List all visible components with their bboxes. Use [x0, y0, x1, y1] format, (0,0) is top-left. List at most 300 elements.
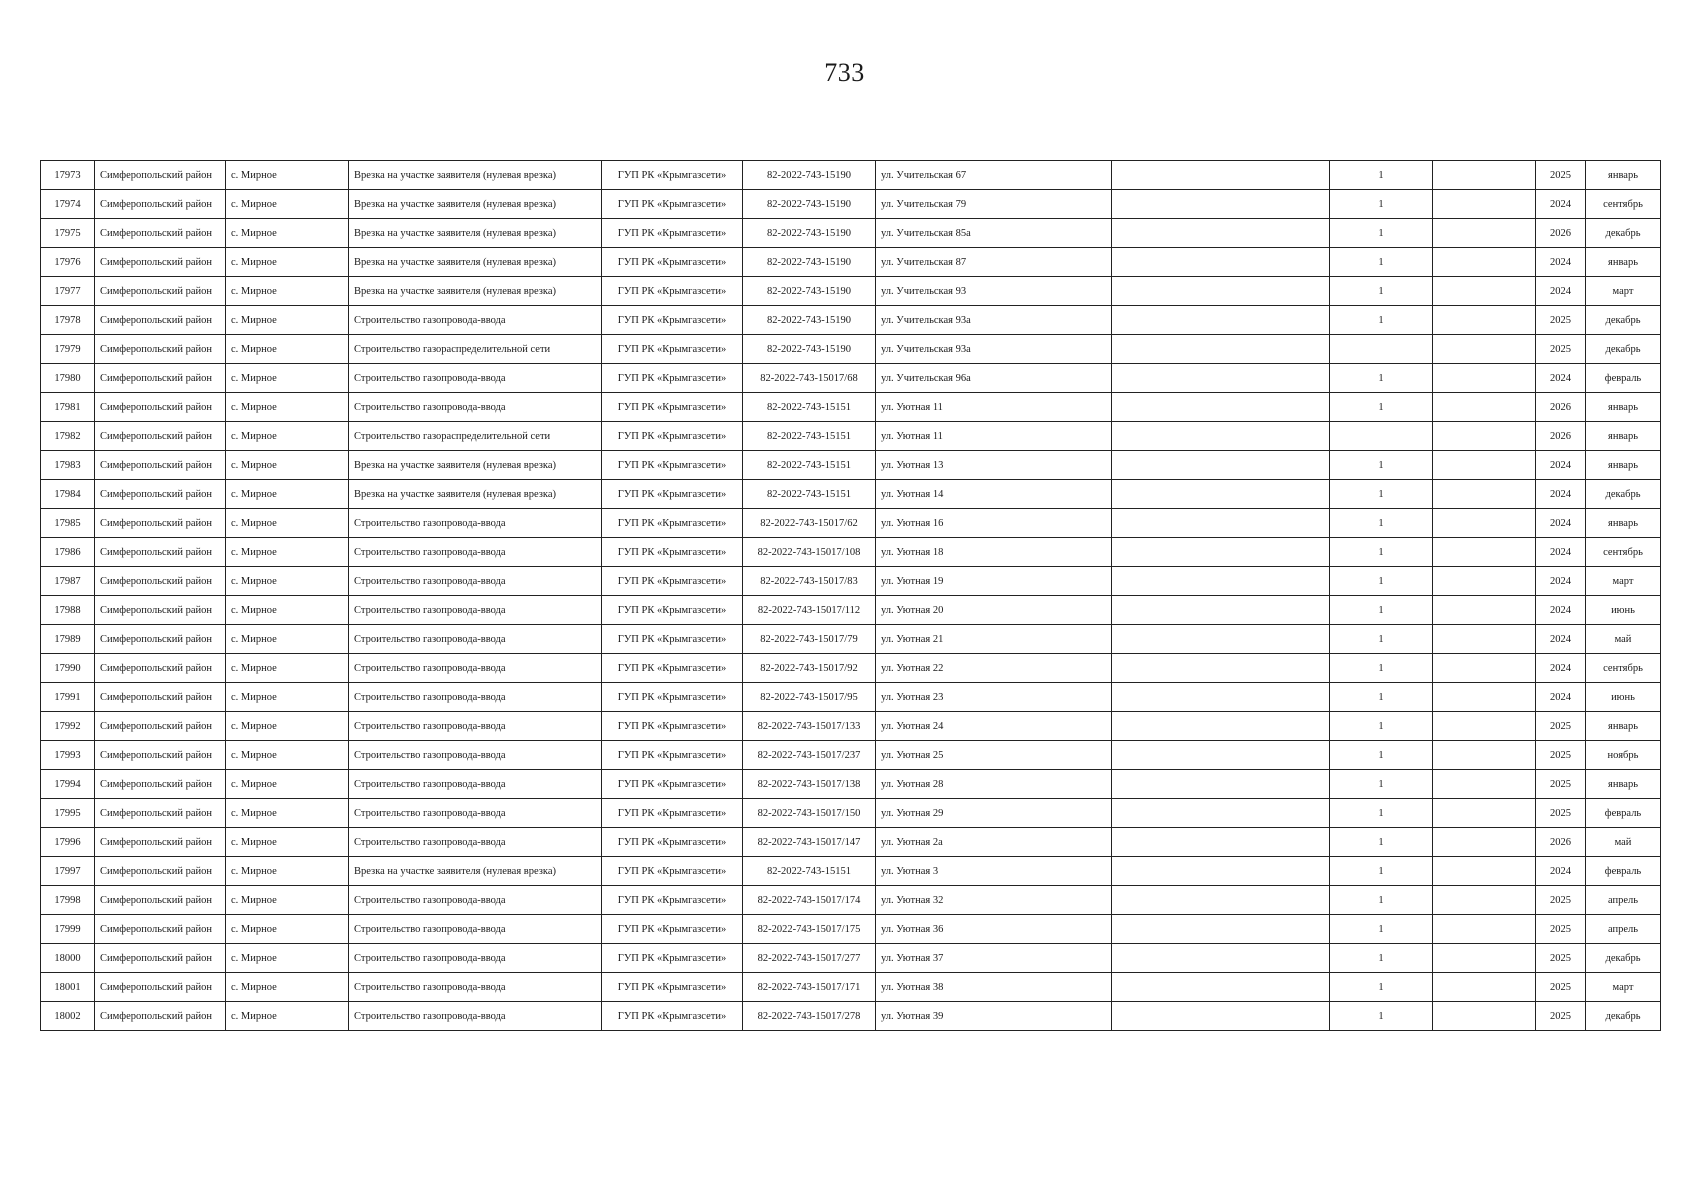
- district-cell: Симферопольский район: [95, 219, 226, 248]
- empty-cell: [1112, 335, 1330, 364]
- work-type-cell: Врезка на участке заявителя (нулевая врезка): [349, 451, 602, 480]
- empty-cell: [1112, 422, 1330, 451]
- district-cell: Симферопольский район: [95, 567, 226, 596]
- quantity-cell: 1: [1330, 596, 1433, 625]
- year-cell: 2024: [1536, 277, 1586, 306]
- district-cell: Симферопольский район: [95, 683, 226, 712]
- district-cell: Симферопольский район: [95, 335, 226, 364]
- village-cell: с. Мирное: [226, 886, 349, 915]
- year-cell: 2025: [1536, 944, 1586, 973]
- work-type-cell: Строительство газопровода-ввода: [349, 712, 602, 741]
- village-cell: с. Мирное: [226, 944, 349, 973]
- organization-cell: ГУП РК «Крымгазсети»: [602, 393, 743, 422]
- table-row: [41, 654, 1661, 683]
- year-cell: 2024: [1536, 567, 1586, 596]
- month-cell: февраль: [1586, 799, 1661, 828]
- table-row: [41, 741, 1661, 770]
- project-code-cell: 82-2022-743-15017/108: [743, 538, 876, 567]
- empty-cell: [1112, 364, 1330, 393]
- project-code-cell: 82-2022-743-15190: [743, 277, 876, 306]
- empty-cell: [1433, 451, 1536, 480]
- empty-cell: [1433, 596, 1536, 625]
- work-type-cell: Строительство газопровода-ввода: [349, 567, 602, 596]
- month-cell: ноябрь: [1586, 741, 1661, 770]
- organization-cell: ГУП РК «Крымгазсети»: [602, 480, 743, 509]
- address-cell: ул. Уютная 13: [876, 451, 1112, 480]
- quantity-cell: 1: [1330, 538, 1433, 567]
- organization-cell: ГУП РК «Крымгазсети»: [602, 161, 743, 190]
- organization-cell: ГУП РК «Крымгазсети»: [602, 538, 743, 567]
- address-cell: ул. Учительская 93: [876, 277, 1112, 306]
- month-cell: март: [1586, 567, 1661, 596]
- table-row: [41, 567, 1661, 596]
- organization-cell: ГУП РК «Крымгазсети»: [602, 973, 743, 1002]
- year-cell: 2024: [1536, 857, 1586, 886]
- project-code-cell: 82-2022-743-15190: [743, 161, 876, 190]
- year-cell: 2026: [1536, 219, 1586, 248]
- organization-cell: ГУП РК «Крымгазсети»: [602, 451, 743, 480]
- work-type-cell: Строительство газопровода-ввода: [349, 393, 602, 422]
- month-cell: май: [1586, 625, 1661, 654]
- quantity-cell: 1: [1330, 857, 1433, 886]
- village-cell: с. Мирное: [226, 422, 349, 451]
- organization-cell: ГУП РК «Крымгазсети»: [602, 422, 743, 451]
- table-row: [41, 306, 1661, 335]
- address-cell: ул. Уютная 14: [876, 480, 1112, 509]
- empty-cell: [1433, 248, 1536, 277]
- empty-cell: [1112, 567, 1330, 596]
- address-cell: ул. Учительская 79: [876, 190, 1112, 219]
- project-code-cell: 82-2022-743-15017/62: [743, 509, 876, 538]
- month-cell: апрель: [1586, 915, 1661, 944]
- empty-cell: [1112, 393, 1330, 422]
- project-code-cell: 82-2022-743-15017/237: [743, 741, 876, 770]
- row-number: 17979: [41, 335, 95, 364]
- work-type-cell: Строительство газопровода-ввода: [349, 509, 602, 538]
- address-cell: ул. Уютная 36: [876, 915, 1112, 944]
- empty-cell: [1433, 857, 1536, 886]
- work-type-cell: Врезка на участке заявителя (нулевая врезка): [349, 480, 602, 509]
- quantity-cell: 1: [1330, 625, 1433, 654]
- project-code-cell: 82-2022-743-15190: [743, 248, 876, 277]
- quantity-cell: 1: [1330, 915, 1433, 944]
- register-rows: [41, 161, 1661, 1031]
- quantity-cell: 1: [1330, 712, 1433, 741]
- district-cell: Симферопольский район: [95, 799, 226, 828]
- district-cell: Симферопольский район: [95, 770, 226, 799]
- work-type-cell: Строительство газопровода-ввода: [349, 683, 602, 712]
- empty-cell: [1112, 712, 1330, 741]
- row-number: 17989: [41, 625, 95, 654]
- month-cell: январь: [1586, 161, 1661, 190]
- row-number: 17976: [41, 248, 95, 277]
- project-code-cell: 82-2022-743-15017/147: [743, 828, 876, 857]
- work-type-cell: Врезка на участке заявителя (нулевая врезка): [349, 857, 602, 886]
- row-number: 17985: [41, 509, 95, 538]
- village-cell: с. Мирное: [226, 973, 349, 1002]
- district-cell: Симферопольский район: [95, 509, 226, 538]
- quantity-cell: 1: [1330, 161, 1433, 190]
- month-cell: июнь: [1586, 683, 1661, 712]
- year-cell: 2024: [1536, 683, 1586, 712]
- project-code-cell: 82-2022-743-15017/112: [743, 596, 876, 625]
- quantity-cell: 1: [1330, 190, 1433, 219]
- year-cell: 2024: [1536, 190, 1586, 219]
- table-row: [41, 422, 1661, 451]
- row-number: 17999: [41, 915, 95, 944]
- address-cell: ул. Уютная 23: [876, 683, 1112, 712]
- project-code-cell: 82-2022-743-15017/133: [743, 712, 876, 741]
- month-cell: январь: [1586, 770, 1661, 799]
- month-cell: февраль: [1586, 364, 1661, 393]
- work-type-cell: Врезка на участке заявителя (нулевая врезка): [349, 190, 602, 219]
- address-cell: ул. Уютная 19: [876, 567, 1112, 596]
- table-row: [41, 886, 1661, 915]
- project-code-cell: 82-2022-743-15151: [743, 422, 876, 451]
- empty-cell: [1433, 799, 1536, 828]
- year-cell: 2026: [1536, 422, 1586, 451]
- table-row: [41, 277, 1661, 306]
- month-cell: декабрь: [1586, 944, 1661, 973]
- project-code-cell: 82-2022-743-15017/138: [743, 770, 876, 799]
- empty-cell: [1433, 741, 1536, 770]
- table-row: [41, 683, 1661, 712]
- row-number: 17998: [41, 886, 95, 915]
- organization-cell: ГУП РК «Крымгазсети»: [602, 190, 743, 219]
- village-cell: с. Мирное: [226, 683, 349, 712]
- district-cell: Симферопольский район: [95, 596, 226, 625]
- work-type-cell: Строительство газопровода-ввода: [349, 654, 602, 683]
- organization-cell: ГУП РК «Крымгазсети»: [602, 219, 743, 248]
- address-cell: ул. Уютная 29: [876, 799, 1112, 828]
- organization-cell: ГУП РК «Крымгазсети»: [602, 1002, 743, 1031]
- month-cell: январь: [1586, 712, 1661, 741]
- quantity-cell: 1: [1330, 393, 1433, 422]
- quantity-cell: 1: [1330, 799, 1433, 828]
- quantity-cell: 1: [1330, 567, 1433, 596]
- address-cell: ул. Уютная 25: [876, 741, 1112, 770]
- empty-cell: [1112, 451, 1330, 480]
- project-code-cell: 82-2022-743-15151: [743, 451, 876, 480]
- project-code-cell: 82-2022-743-15017/175: [743, 915, 876, 944]
- village-cell: с. Мирное: [226, 161, 349, 190]
- quantity-cell: 1: [1330, 973, 1433, 1002]
- district-cell: Симферопольский район: [95, 944, 226, 973]
- district-cell: Симферопольский район: [95, 625, 226, 654]
- project-code-cell: 82-2022-743-15017/95: [743, 683, 876, 712]
- table-row: [41, 944, 1661, 973]
- table-row: [41, 335, 1661, 364]
- work-type-cell: Строительство газопровода-ввода: [349, 625, 602, 654]
- year-cell: 2024: [1536, 451, 1586, 480]
- district-cell: Симферопольский район: [95, 277, 226, 306]
- row-number: 17997: [41, 857, 95, 886]
- work-type-cell: Строительство газопровода-ввода: [349, 915, 602, 944]
- address-cell: ул. Уютная 11: [876, 422, 1112, 451]
- month-cell: декабрь: [1586, 1002, 1661, 1031]
- village-cell: с. Мирное: [226, 625, 349, 654]
- table-row: [41, 799, 1661, 828]
- address-cell: ул. Уютная 22: [876, 654, 1112, 683]
- row-number: 17974: [41, 190, 95, 219]
- village-cell: с. Мирное: [226, 915, 349, 944]
- project-code-cell: 82-2022-743-15190: [743, 335, 876, 364]
- district-cell: Симферопольский район: [95, 306, 226, 335]
- table-row: [41, 625, 1661, 654]
- work-type-cell: Строительство газопровода-ввода: [349, 828, 602, 857]
- row-number: 17992: [41, 712, 95, 741]
- table-row: [41, 190, 1661, 219]
- organization-cell: ГУП РК «Крымгазсети»: [602, 886, 743, 915]
- project-code-cell: 82-2022-743-15017/277: [743, 944, 876, 973]
- empty-cell: [1433, 886, 1536, 915]
- page-number: 733: [824, 58, 865, 87]
- table-row: [41, 712, 1661, 741]
- row-number: 17995: [41, 799, 95, 828]
- quantity-cell: 1: [1330, 480, 1433, 509]
- year-cell: 2025: [1536, 799, 1586, 828]
- address-cell: ул. Учительская 67: [876, 161, 1112, 190]
- empty-cell: [1433, 625, 1536, 654]
- row-number: 17984: [41, 480, 95, 509]
- project-code-cell: 82-2022-743-15190: [743, 306, 876, 335]
- quantity-cell: 1: [1330, 770, 1433, 799]
- village-cell: с. Мирное: [226, 219, 349, 248]
- village-cell: с. Мирное: [226, 364, 349, 393]
- empty-cell: [1112, 770, 1330, 799]
- month-cell: сентябрь: [1586, 654, 1661, 683]
- work-type-cell: Строительство газопровода-ввода: [349, 944, 602, 973]
- organization-cell: ГУП РК «Крымгазсети»: [602, 915, 743, 944]
- address-cell: ул. Уютная 16: [876, 509, 1112, 538]
- village-cell: с. Мирное: [226, 799, 349, 828]
- empty-cell: [1433, 915, 1536, 944]
- table-row: [41, 451, 1661, 480]
- empty-cell: [1112, 509, 1330, 538]
- year-cell: 2025: [1536, 1002, 1586, 1031]
- empty-cell: [1433, 770, 1536, 799]
- month-cell: февраль: [1586, 857, 1661, 886]
- work-type-cell: Строительство газопровода-ввода: [349, 1002, 602, 1031]
- project-code-cell: 82-2022-743-15017/150: [743, 799, 876, 828]
- address-cell: ул. Учительская 93а: [876, 335, 1112, 364]
- project-code-cell: 82-2022-743-15017/83: [743, 567, 876, 596]
- row-number: 18001: [41, 973, 95, 1002]
- address-cell: ул. Учительская 85а: [876, 219, 1112, 248]
- empty-cell: [1433, 335, 1536, 364]
- work-type-cell: Строительство газораспределительной сети: [349, 422, 602, 451]
- address-cell: ул. Уютная 38: [876, 973, 1112, 1002]
- year-cell: 2025: [1536, 712, 1586, 741]
- quantity-cell: 1: [1330, 451, 1433, 480]
- year-cell: 2024: [1536, 654, 1586, 683]
- village-cell: с. Мирное: [226, 277, 349, 306]
- empty-cell: [1433, 654, 1536, 683]
- work-type-cell: Врезка на участке заявителя (нулевая врезка): [349, 219, 602, 248]
- project-code-cell: 82-2022-743-15151: [743, 857, 876, 886]
- row-number: 17991: [41, 683, 95, 712]
- month-cell: декабрь: [1586, 335, 1661, 364]
- year-cell: 2024: [1536, 509, 1586, 538]
- quantity-cell: 1: [1330, 364, 1433, 393]
- empty-cell: [1433, 1002, 1536, 1031]
- quantity-cell: 1: [1330, 741, 1433, 770]
- year-cell: 2025: [1536, 741, 1586, 770]
- row-number: 17982: [41, 422, 95, 451]
- district-cell: Симферопольский район: [95, 828, 226, 857]
- project-code-cell: 82-2022-743-15017/92: [743, 654, 876, 683]
- district-cell: Симферопольский район: [95, 422, 226, 451]
- project-code-cell: 82-2022-743-15017/171: [743, 973, 876, 1002]
- empty-cell: [1112, 944, 1330, 973]
- work-type-cell: Врезка на участке заявителя (нулевая врезка): [349, 277, 602, 306]
- empty-cell: [1112, 625, 1330, 654]
- table-row: [41, 219, 1661, 248]
- empty-cell: [1433, 509, 1536, 538]
- village-cell: с. Мирное: [226, 509, 349, 538]
- year-cell: 2025: [1536, 161, 1586, 190]
- empty-cell: [1112, 741, 1330, 770]
- village-cell: с. Мирное: [226, 538, 349, 567]
- empty-cell: [1112, 973, 1330, 1002]
- month-cell: январь: [1586, 248, 1661, 277]
- row-number: 17993: [41, 741, 95, 770]
- row-number: 17987: [41, 567, 95, 596]
- quantity-cell: [1330, 422, 1433, 451]
- address-cell: ул. Уютная 21: [876, 625, 1112, 654]
- work-type-cell: Строительство газопровода-ввода: [349, 741, 602, 770]
- organization-cell: ГУП РК «Крымгазсети»: [602, 654, 743, 683]
- row-number: 18000: [41, 944, 95, 973]
- district-cell: Симферопольский район: [95, 973, 226, 1002]
- project-code-cell: 82-2022-743-15017/68: [743, 364, 876, 393]
- empty-cell: [1433, 190, 1536, 219]
- quantity-cell: 1: [1330, 248, 1433, 277]
- table-row: [41, 161, 1661, 190]
- address-cell: ул. Уютная 32: [876, 886, 1112, 915]
- month-cell: декабрь: [1586, 219, 1661, 248]
- village-cell: с. Мирное: [226, 393, 349, 422]
- empty-cell: [1112, 277, 1330, 306]
- month-cell: сентябрь: [1586, 190, 1661, 219]
- address-cell: ул. Учительская 93а: [876, 306, 1112, 335]
- row-number: 17977: [41, 277, 95, 306]
- district-cell: Симферопольский район: [95, 1002, 226, 1031]
- empty-cell: [1112, 886, 1330, 915]
- village-cell: с. Мирное: [226, 712, 349, 741]
- organization-cell: ГУП РК «Крымгазсети»: [602, 567, 743, 596]
- year-cell: 2025: [1536, 973, 1586, 1002]
- empty-cell: [1433, 567, 1536, 596]
- work-type-cell: Строительство газопровода-ввода: [349, 770, 602, 799]
- year-cell: 2025: [1536, 770, 1586, 799]
- organization-cell: ГУП РК «Крымгазсети»: [602, 625, 743, 654]
- district-cell: Симферопольский район: [95, 741, 226, 770]
- row-number: 17988: [41, 596, 95, 625]
- empty-cell: [1112, 654, 1330, 683]
- address-cell: ул. Уютная 37: [876, 944, 1112, 973]
- year-cell: 2025: [1536, 915, 1586, 944]
- work-type-cell: Строительство газопровода-ввода: [349, 306, 602, 335]
- village-cell: с. Мирное: [226, 480, 349, 509]
- district-cell: Симферопольский район: [95, 393, 226, 422]
- empty-cell: [1112, 480, 1330, 509]
- village-cell: с. Мирное: [226, 770, 349, 799]
- table-row: [41, 248, 1661, 277]
- year-cell: 2025: [1536, 306, 1586, 335]
- quantity-cell: [1330, 335, 1433, 364]
- district-cell: Симферопольский район: [95, 886, 226, 915]
- district-cell: Симферопольский район: [95, 480, 226, 509]
- work-type-cell: Строительство газопровода-ввода: [349, 886, 602, 915]
- row-number: 17978: [41, 306, 95, 335]
- address-cell: ул. Уютная 20: [876, 596, 1112, 625]
- month-cell: март: [1586, 277, 1661, 306]
- table-row: [41, 857, 1661, 886]
- table-row: [41, 973, 1661, 1002]
- empty-cell: [1112, 306, 1330, 335]
- quantity-cell: 1: [1330, 683, 1433, 712]
- row-number: 17980: [41, 364, 95, 393]
- year-cell: 2025: [1536, 335, 1586, 364]
- address-cell: ул. Уютная 39: [876, 1002, 1112, 1031]
- table-row: [41, 770, 1661, 799]
- table-row: [41, 393, 1661, 422]
- empty-cell: [1433, 393, 1536, 422]
- project-code-cell: 82-2022-743-15190: [743, 190, 876, 219]
- project-code-cell: 82-2022-743-15190: [743, 219, 876, 248]
- table-row: [41, 364, 1661, 393]
- district-cell: Симферопольский район: [95, 538, 226, 567]
- empty-cell: [1433, 364, 1536, 393]
- work-type-cell: Строительство газораспределительной сети: [349, 335, 602, 364]
- empty-cell: [1112, 596, 1330, 625]
- table-row: [41, 480, 1661, 509]
- month-cell: январь: [1586, 451, 1661, 480]
- quantity-cell: 1: [1330, 306, 1433, 335]
- organization-cell: ГУП РК «Крымгазсети»: [602, 799, 743, 828]
- row-number: 17975: [41, 219, 95, 248]
- organization-cell: ГУП РК «Крымгазсети»: [602, 306, 743, 335]
- work-type-cell: Врезка на участке заявителя (нулевая врезка): [349, 161, 602, 190]
- work-type-cell: Строительство газопровода-ввода: [349, 799, 602, 828]
- empty-cell: [1112, 248, 1330, 277]
- organization-cell: ГУП РК «Крымгазсети»: [602, 596, 743, 625]
- table-row: [41, 915, 1661, 944]
- empty-cell: [1112, 799, 1330, 828]
- row-number: 17986: [41, 538, 95, 567]
- village-cell: с. Мирное: [226, 567, 349, 596]
- year-cell: 2026: [1536, 828, 1586, 857]
- empty-cell: [1433, 683, 1536, 712]
- row-number: 17981: [41, 393, 95, 422]
- empty-cell: [1112, 190, 1330, 219]
- district-cell: Симферопольский район: [95, 364, 226, 393]
- organization-cell: ГУП РК «Крымгазсети»: [602, 857, 743, 886]
- village-cell: с. Мирное: [226, 857, 349, 886]
- village-cell: с. Мирное: [226, 451, 349, 480]
- month-cell: июнь: [1586, 596, 1661, 625]
- village-cell: с. Мирное: [226, 306, 349, 335]
- quantity-cell: 1: [1330, 277, 1433, 306]
- empty-cell: [1433, 161, 1536, 190]
- year-cell: 2025: [1536, 886, 1586, 915]
- empty-cell: [1433, 480, 1536, 509]
- work-type-cell: Строительство газопровода-ввода: [349, 364, 602, 393]
- year-cell: 2024: [1536, 625, 1586, 654]
- table-row: [41, 509, 1661, 538]
- empty-cell: [1112, 219, 1330, 248]
